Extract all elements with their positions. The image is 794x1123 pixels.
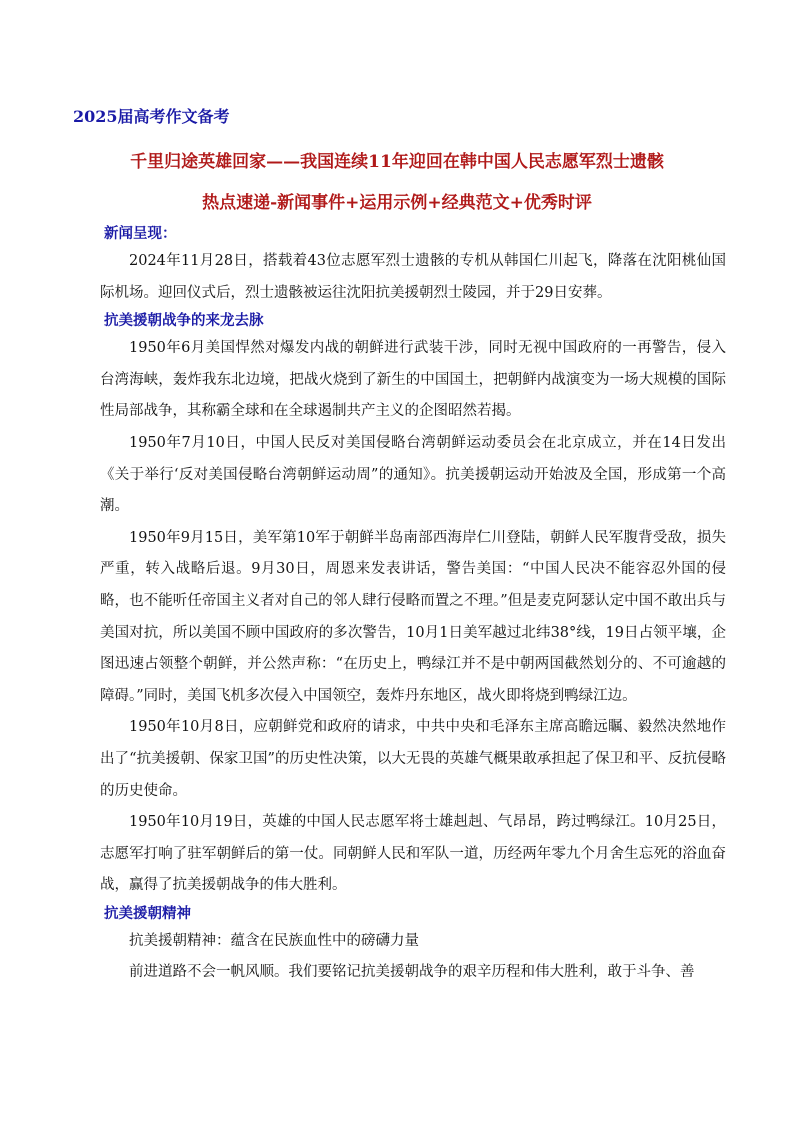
section-spirit (100, 902, 726, 989)
section-heading-spirit: 抗美援朝精神 (104, 904, 191, 922)
paragraph: 1950年10月19日，英雄的中国人民志愿军将士雄赳赳、气昂昂，跨过鸭绿江。10月25日，志愿军打响了驻军朝鲜后的第一仗。同朝鲜人民和军队一道，历经两年零九个月舍生忘死的浴血奋战，赢得了抗美援朝战争的伟大胜利。 (100, 814, 726, 894)
paragraph: 1950年6月美国悍然对爆发内战的朝鲜进行武装干涉，同时无视中国政府的一再警告，侵入台湾海峡，轰炸我东北边境，把战火烧到了新生的中国国土，把朝鲜内战演变为一场大规模的国际性局部战争，其称霸全球和在全球遏制共产主义的企图昭然若揭。 (100, 340, 726, 420)
paragraph: 1950年9月15日，美军第10军于朝鲜半岛南部西海岸仁川登陆，朝鲜人民军腹背受敌，损失严重，转入战略后退。9月30日，周恩来发表讲话，警告美国：“中国人民决不能容忍外国的侵略，也不能听任帝国主义者对自己的邻人肆行侵略而置之不理。”但是麦克阿瑟认定中国不敢出兵与美国对抗，所以美国不顾中国政府的多次警告，10月1日美军越过北纬38°线，19日占领平壤，企图迅速占领整个朝鲜，并公然声称：“在历史上，鸭绿江并不是中朝两国截然划分的、不可逾越的障碍。”同时，美国飞机多次侵入中国领空，轰炸丹东地区，战火即将烧到鸭绿江边。 (100, 529, 726, 704)
section-heading-news: 新闻呈现： (104, 225, 177, 242)
article-body (100, 222, 726, 989)
section-news (100, 222, 726, 309)
paragraph: 2024年11月28日，搭载着43位志愿军烈士遗骸的专机从韩国仁川起飞，降落在沈阳桃仙国际机场。迎回仪式后，烈士遗骸被运往沈阳抗美援朝烈士陵园，并于29日安葬。 (100, 253, 726, 301)
sub-title: 热点速递-新闻事件+运用示例+经典范文+优秀时评 (202, 193, 592, 213)
main-title: 千里归途英雄回家——我国连续11年迎回在韩中国人民志愿军烈士遗骸 (130, 152, 664, 172)
paragraph: 1950年7月10日，中国人民反对美国侵略台湾朝鲜运动委员会在北京成立，并在14日发出《关于举行‘反对美国侵略台湾朝鲜运动周”的通知》。抗美援朝运动开始波及全国，形成第一个高潮。 (100, 434, 726, 515)
paragraph: 前进道路不会一帆风顺。我们要铭记抗美援朝战争的艰辛历程和伟大胜利，敢于斗争、善 (129, 964, 695, 981)
section-war-history (100, 309, 726, 902)
paragraph: 1950年10月8日，应朝鲜党和政府的请求，中共中央和毛泽东主席高瞻远瞩、毅然决然地作出了“抗美援朝、保家卫国”的历史性决策，以大无畏的英雄气概果敢承担起了保卫和平、反抗侵略的历史使命。 (100, 719, 726, 799)
paragraph: 抗美援朝精神：蕴含在民族血性中的磅礴力量 (129, 932, 419, 949)
series-title: 2025届高考作文备考 (73, 107, 230, 126)
section-heading-war-history: 抗美援朝战争的来龙去脉 (104, 312, 264, 330)
